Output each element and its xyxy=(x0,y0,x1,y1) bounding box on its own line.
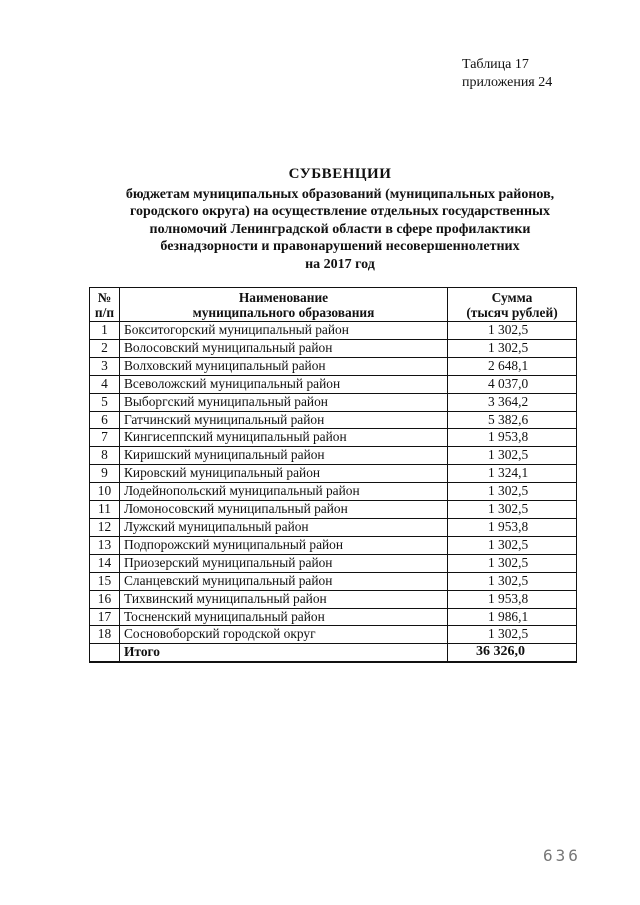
table-row xyxy=(90,411,577,429)
row-amount: 1 302,5 xyxy=(448,339,577,357)
municipality-name: Тихвинский муниципальный район xyxy=(120,590,448,608)
column-header-number xyxy=(90,288,120,322)
municipality-name: Тосненский муниципальный район xyxy=(120,608,448,626)
row-number: 12 xyxy=(90,518,120,536)
header-text: п/п xyxy=(94,305,115,320)
total-number-cell xyxy=(90,644,120,662)
row-number: 11 xyxy=(90,501,120,519)
table-row xyxy=(90,554,577,572)
municipality-name: Киришский муниципальный район xyxy=(120,447,448,465)
table-row xyxy=(90,357,577,375)
row-amount: 1 302,5 xyxy=(448,626,577,644)
row-amount: 1 302,5 xyxy=(448,483,577,501)
table-row xyxy=(90,393,577,411)
table-row xyxy=(90,572,577,590)
table-reference xyxy=(462,56,552,92)
table-row xyxy=(90,608,577,626)
row-number: 5 xyxy=(90,393,120,411)
row-number: 14 xyxy=(90,554,120,572)
municipality-name: Волховский муниципальный район xyxy=(120,357,448,375)
municipality-name: Подпорожский муниципальный район xyxy=(120,536,448,554)
municipality-name: Выборгский муниципальный район xyxy=(120,393,448,411)
row-number: 15 xyxy=(90,572,120,590)
column-header-name xyxy=(120,288,448,322)
title-year: на 2017 год xyxy=(305,256,375,272)
row-amount: 1 302,5 xyxy=(448,322,577,340)
table-row xyxy=(90,322,577,340)
title-line: безнадзорности и правонарушений несовершеннолетних xyxy=(160,239,520,254)
total-label: Итого xyxy=(120,644,448,662)
row-amount: 3 364,2 xyxy=(448,393,577,411)
table-row xyxy=(90,483,577,501)
row-amount: 1 302,5 xyxy=(448,447,577,465)
table-row xyxy=(90,626,577,644)
total-amount: 36 326,0 xyxy=(448,644,577,662)
title-main: СУБВЕНЦИИ xyxy=(288,166,392,182)
municipality-name: Всеволожский муниципальный район xyxy=(120,375,448,393)
page-number: 636 xyxy=(543,846,581,865)
row-amount: 1 302,5 xyxy=(448,572,577,590)
row-amount: 1 953,8 xyxy=(448,429,577,447)
table-row xyxy=(90,339,577,357)
row-number: 3 xyxy=(90,357,120,375)
municipality-name: Сланцевский муниципальный район xyxy=(120,572,448,590)
municipality-name: Ломоносовский муниципальный район xyxy=(120,501,448,519)
municipality-name: Лужский муниципальный район xyxy=(120,518,448,536)
table-row xyxy=(90,375,577,393)
document-title xyxy=(60,166,620,273)
title-line: полномочий Ленинградской области в сфере профилактики xyxy=(149,221,531,237)
row-amount: 1 302,5 xyxy=(448,536,577,554)
row-number: 1 xyxy=(90,322,120,340)
header-text: муниципального образования xyxy=(192,305,375,320)
table-header-row xyxy=(90,288,577,322)
row-amount: 1 986,1 xyxy=(448,608,577,626)
municipality-name: Волосовский муниципальный район xyxy=(120,339,448,357)
row-amount: 1 953,8 xyxy=(448,590,577,608)
row-number: 2 xyxy=(90,339,120,357)
municipality-name: Сосновоборский городской округ xyxy=(120,626,448,644)
column-header-sum xyxy=(448,288,577,322)
row-amount: 1 953,8 xyxy=(448,518,577,536)
header-text: Наименование xyxy=(238,290,329,305)
row-number: 7 xyxy=(90,429,120,447)
row-number: 8 xyxy=(90,447,120,465)
appendix-number: приложения 24 xyxy=(462,75,553,90)
table-row xyxy=(90,447,577,465)
row-number: 6 xyxy=(90,411,120,429)
header-text: № xyxy=(97,290,112,305)
municipality-name: Приозерский муниципальный район xyxy=(120,554,448,572)
row-number: 10 xyxy=(90,483,120,501)
table-row xyxy=(90,465,577,483)
municipality-name: Лодейнопольский муниципальный район xyxy=(120,483,448,501)
row-number: 4 xyxy=(90,375,120,393)
table-number: Таблица 17 xyxy=(462,57,529,72)
table-row xyxy=(90,590,577,608)
row-amount: 1 302,5 xyxy=(448,554,577,572)
row-amount: 4 037,0 xyxy=(448,375,577,393)
header-text: Сумма xyxy=(491,290,533,305)
total-row xyxy=(90,644,577,662)
table-row xyxy=(90,501,577,519)
municipality-name: Кингисеппский муниципальный район xyxy=(120,429,448,447)
table-row xyxy=(90,536,577,554)
table-row xyxy=(90,429,577,447)
row-number: 16 xyxy=(90,590,120,608)
row-amount: 2 648,1 xyxy=(448,357,577,375)
table-row xyxy=(90,518,577,536)
header-text: (тысяч рублей) xyxy=(466,305,558,320)
title-line: городского округа) на осуществление отдельных государственных xyxy=(130,204,550,219)
municipality-name: Кировский муниципальный район xyxy=(120,465,448,483)
row-number: 18 xyxy=(90,626,120,644)
title-line: бюджетам муниципальных образований (муниципальных районов, xyxy=(125,186,555,202)
row-number: 13 xyxy=(90,536,120,554)
municipality-name: Бокситогорский муниципальный район xyxy=(120,322,448,340)
municipality-name: Гатчинский муниципальный район xyxy=(120,411,448,429)
row-amount: 1 302,5 xyxy=(448,501,577,519)
subventions-table xyxy=(89,287,577,663)
row-number: 9 xyxy=(90,465,120,483)
row-number: 17 xyxy=(90,608,120,626)
row-amount: 5 382,6 xyxy=(448,411,577,429)
row-amount: 1 324,1 xyxy=(448,465,577,483)
